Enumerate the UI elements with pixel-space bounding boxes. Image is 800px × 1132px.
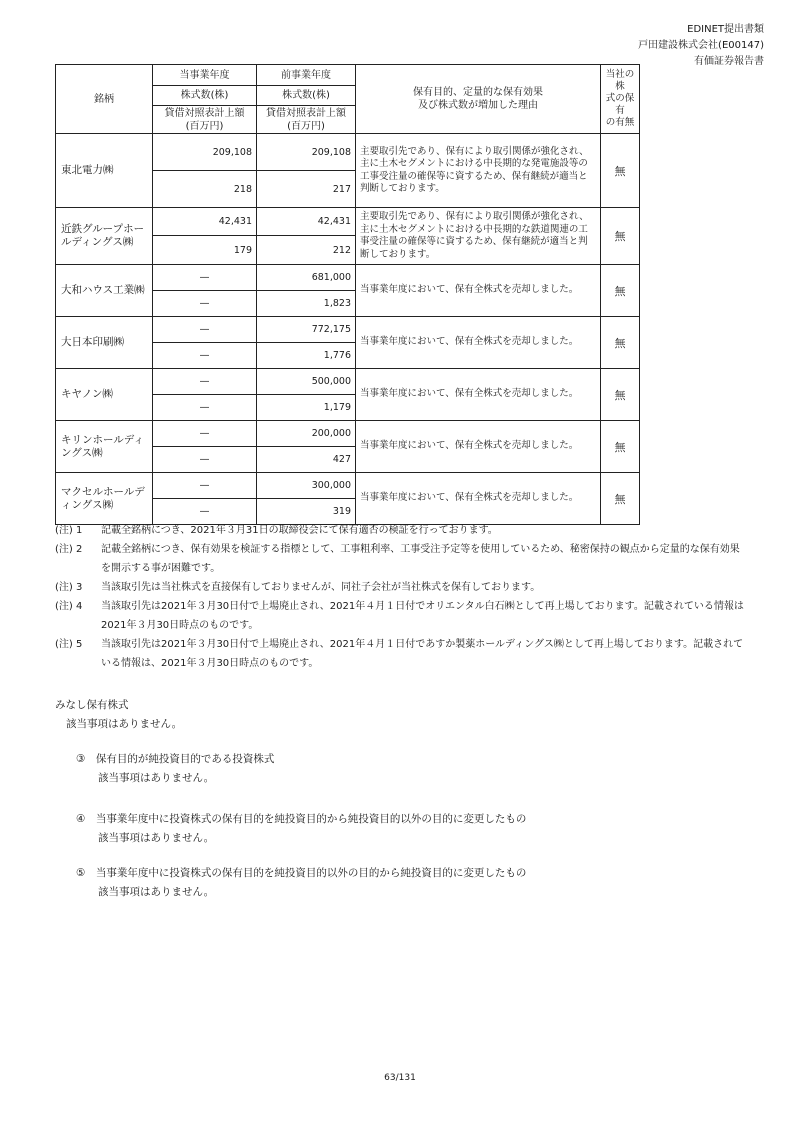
table-row [56,317,640,343]
note-2 [55,540,745,578]
previous-value: 1,823 [257,291,356,317]
current-value: — [153,447,257,473]
current-value: — [153,291,257,317]
note-5 [55,635,745,673]
note-text: 当該取引先は2021年３月30日付で上場廃止され、2021年４月１日付でオリエンタル白石㈱として再上場しております。記載されている情報は2021年３月30日時点のものです。 [101,601,744,631]
current-shares: — [153,317,257,343]
previous-shares: 300,000 [257,473,356,499]
stock-name: マクセルホールディングス㈱ [56,473,153,525]
current-shares: 209,108 [153,134,257,171]
current-value: 179 [153,236,257,265]
header-purpose: 保有目的、定量的な保有効果 及び株式数が増加した理由 [356,65,601,134]
crossheld-flag: 無 [601,134,640,208]
stock-name: キヤノン㈱ [56,369,153,421]
stock-name: キリンホールディングス㈱ [56,421,153,473]
section-5-title: ⑤ 当事業年度中に投資株式の保有目的を純投資目的以外の目的から純投資目的に変更したもの [76,867,527,879]
crossheld-flag: 無 [601,317,640,369]
deemed-holdings-title: みなし保有株式 [55,699,129,711]
section-4-title: ④ 当事業年度中に投資株式の保有目的を純投資目的から純投資目的以外の目的に変更したもの [76,813,527,825]
table-row [56,265,640,291]
note-text: 記載全銘柄につき、保有効果を検証する指標として、工事粗利率、工事受注予定等を使用しているため、秘密保持の観点から定量的な保有効果を開示する事が困難です。 [101,544,740,574]
crossheld-flag: 無 [601,265,640,317]
header-current-value: 貸借対照表計上額 (百万円) [153,106,257,134]
previous-value: 217 [257,171,356,208]
note-id: (注) 3 [55,582,83,593]
stock-name: 近鉄グループホールディングス㈱ [56,208,153,265]
header-previous-year: 前事業年度 [257,65,356,86]
header-current-year: 当事業年度 [153,65,257,86]
previous-shares: 681,000 [257,265,356,291]
header-name: 銘柄 [56,65,153,134]
current-shares: — [153,265,257,291]
note-text: 当該取引先は当社株式を直接保有しておりませんが、同社子会社が当社株式を保有しております。 [101,582,541,593]
previous-value: 427 [257,447,356,473]
previous-shares: 772,175 [257,317,356,343]
header-company: 戸田建設株式会社(E00147) [638,40,764,51]
note-id: (注) 1 [55,525,83,536]
current-shares: — [153,421,257,447]
current-shares: — [153,369,257,395]
holding-reason: 主要取引先であり、保有により取引関係が強化され、主に土木セグメントにおける中長期的な発電施設等の工事受注量の確保等に資するため、保有継続が適当と判断しております。 [356,134,601,208]
holding-reason: 当事業年度において、保有全株式を売却しました。 [356,473,601,525]
stock-name: 大日本印刷㈱ [56,317,153,369]
holdings-table [55,64,640,525]
note-3 [55,578,745,597]
current-value: 218 [153,171,257,208]
note-id: (注) 4 [55,601,83,612]
crossheld-flag: 無 [601,208,640,265]
stock-name: 大和ハウス工業㈱ [56,265,153,317]
header-crossheld: 当社の株 式の保有 の有無 [601,65,640,134]
previous-shares: 200,000 [257,421,356,447]
crossheld-flag: 無 [601,369,640,421]
header-report-type: 有価証券報告書 [694,56,764,67]
note-text: 当該取引先は2021年３月30日付で上場廃止され、2021年４月１日付であすか製薬ホールディングス㈱として再上場しております。記載されている情報は、2021年３月30日時点のものです。 [101,639,744,669]
holding-reason: 当事業年度において、保有全株式を売却しました。 [356,265,601,317]
holding-reason: 当事業年度において、保有全株式を売却しました。 [356,369,601,421]
holding-reason: 当事業年度において、保有全株式を売却しました。 [356,421,601,473]
previous-shares: 500,000 [257,369,356,395]
header-previous-value: 貸借対照表計上額 (百万円) [257,106,356,134]
current-value: — [153,395,257,421]
section-5-body: 該当事項はありません。 [98,886,215,898]
table-row [56,369,640,395]
current-value: — [153,343,257,369]
table-row [56,421,640,447]
deemed-holdings-body: 該当事項はありません。 [66,718,183,730]
table-row [56,473,640,499]
previous-value: 212 [257,236,356,265]
current-shares: 42,431 [153,208,257,236]
note-id: (注) 2 [55,544,83,555]
holding-reason: 当事業年度において、保有全株式を売却しました。 [356,317,601,369]
section-3-body: 該当事項はありません。 [98,772,215,784]
header-edinet: EDINET提出書類 [687,24,764,35]
header-current-shares: 株式数(株) [153,86,257,106]
document-header [638,22,764,70]
previous-shares: 209,108 [257,134,356,171]
section-3-title: ③ 保有目的が純投資目的である投資株式 [76,753,275,765]
note-4 [55,597,745,635]
page-number: 63/131 [384,1073,416,1083]
note-text: 記載全銘柄につき、2021年３月31日の取締役会にて保有適否の検証を行っております。 [101,525,498,536]
stock-name: 東北電力㈱ [56,134,153,208]
crossheld-flag: 無 [601,421,640,473]
notes-section [55,521,745,673]
previous-value: 1,776 [257,343,356,369]
note-1 [55,521,745,540]
current-value: — [153,499,257,525]
previous-value: 1,179 [257,395,356,421]
previous-value: 319 [257,499,356,525]
header-previous-shares: 株式数(株) [257,86,356,106]
note-id: (注) 5 [55,639,83,650]
table-row [56,208,640,236]
holding-reason: 主要取引先であり、保有により取引関係が強化され、主に土木セグメントにおける中長期的な鉄道関連の工事受注量の確保等に資するため、保有継続が適当と判断しております。 [356,208,601,265]
current-shares: — [153,473,257,499]
crossheld-flag: 無 [601,473,640,525]
table-row [56,134,640,171]
section-4-body: 該当事項はありません。 [98,832,215,844]
previous-shares: 42,431 [257,208,356,236]
